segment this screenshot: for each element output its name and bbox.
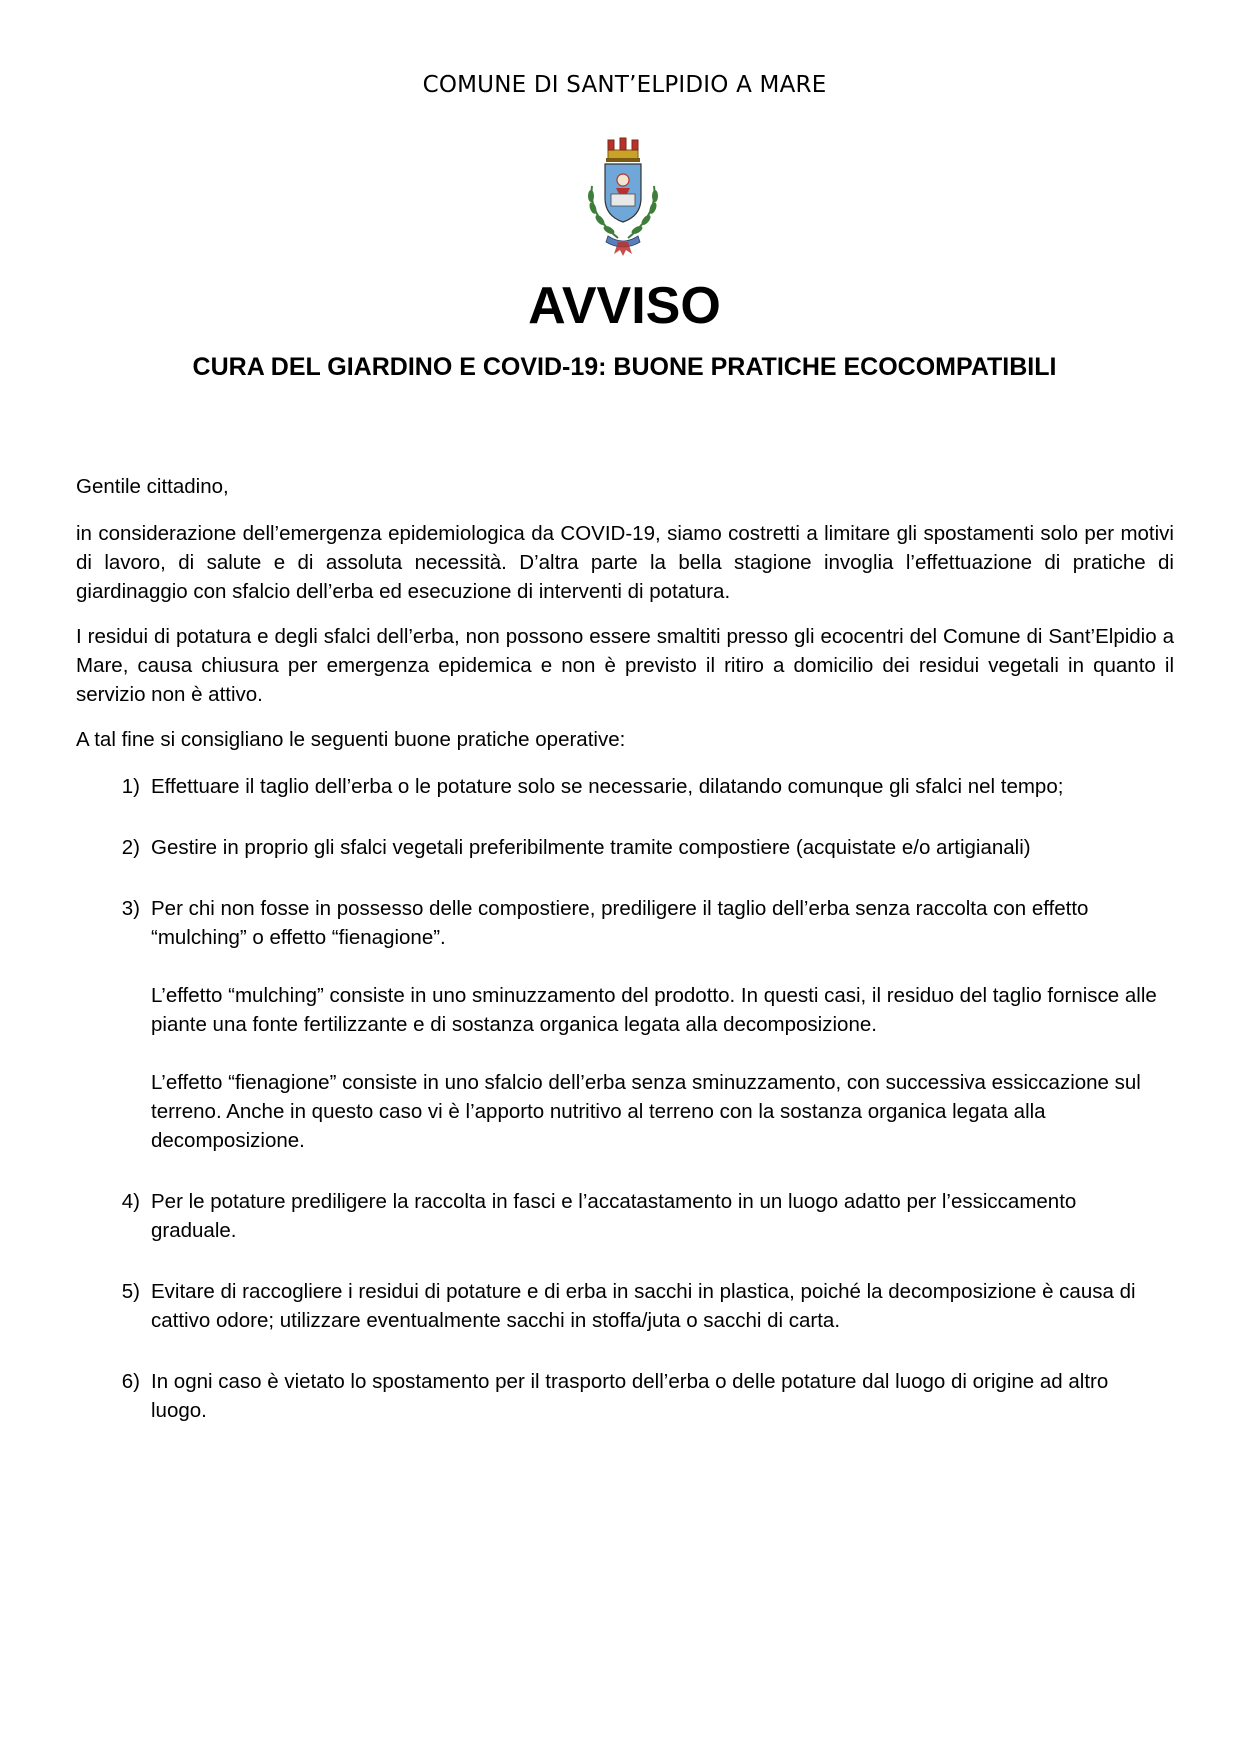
notice-subtitle: CURA DEL GIARDINO E COVID-19: BUONE PRATICHE ECOCOMPATIBILI	[192, 353, 1057, 381]
list-item-number: 2)	[121, 836, 140, 859]
list-item	[76, 1367, 1174, 1425]
list-item-text: In ogni caso è vietato lo spostamento per il trasporto dell’erba o delle potature dal luogo di origine ad altro luogo.	[151, 1370, 1109, 1422]
list-item-number: 3)	[121, 897, 140, 920]
list-item-number: 6)	[121, 1370, 140, 1393]
list-item	[76, 894, 1174, 1155]
list-item-text: Evitare di raccogliere i residui di potature e di erba in sacchi in plastica, poiché la decomposizione è causa di cattivo odore; utilizzare eventualmente sacchi in stoffa/juta o sacchi di carta.	[151, 1280, 1136, 1332]
list-item-text: Per le potature prediligere la raccolta in fasci e l’accatastamento in un luogo adatto per l’essiccamento graduale.	[151, 1190, 1077, 1242]
list-item-number: 4)	[121, 1190, 140, 1213]
list-item	[76, 1187, 1174, 1245]
practices-list	[76, 772, 1174, 1425]
notice-body	[76, 472, 1174, 1457]
paragraph-emergency: in considerazione dell’emergenza epidemiologica da COVID-19, siamo costretti a limitare gli spostamenti solo per motivi di lavoro, di salute e di assoluta necessità. D’altra parte la bella stagione invoglia l’effettuazione di pratiche di giardinaggio con sfalcio dell’erba ed esecuzione di interventi di potatura.	[76, 522, 1174, 603]
list-item	[76, 833, 1174, 862]
list-item	[76, 772, 1174, 801]
list-item-number: 1)	[121, 775, 140, 798]
greeting: Gentile cittadino,	[76, 475, 229, 498]
paragraph-residues: I residui di potatura e degli sfalci dell’erba, non possono essere smaltiti presso gli ecocentri del Comune di Sant’Elpidio a Mare, causa chiusura per emergenza epidemica e non è previsto il ritiro a domicilio dei residui vegetali in quanto il servizio non è attivo.	[76, 625, 1174, 706]
mulching-explanation: L’effetto “mulching” consiste in uno sminuzzamento del prodotto. In questi casi, il residuo del taglio fornisce alle piante una fonte fertilizzante e di sostanza organica legata alla decomposizione.	[151, 984, 1157, 1036]
list-item-text: Gestire in proprio gli sfalci vegetali preferibilmente tramite compostiere (acquistate e/o artigianali)	[151, 836, 1031, 859]
municipality-name: COMUNE DI SANT’ELPIDIO A MARE	[422, 72, 827, 98]
list-item-text: Effettuare il taglio dell’erba o le potature solo se necessarie, dilatando comunque gli sfalci nel tempo;	[151, 775, 1064, 798]
list-item	[76, 1277, 1174, 1335]
notice-title: AVVISO	[528, 277, 721, 335]
list-item-number: 5)	[121, 1280, 140, 1303]
fienagione-explanation: L’effetto “fienagione” consiste in uno sfalcio dell’erba senza sminuzzamento, con successiva essiccazione sul terreno. Anche in questo caso vi è l’apporto nutritivo al terreno con la sostanza organica legata alla decomposizione.	[151, 1071, 1141, 1152]
practices-intro: A tal fine si consigliano le seguenti buone pratiche operative:	[76, 728, 626, 751]
list-item-text: Per chi non fosse in possesso delle compostiere, prediligere il taglio dell’erba senza raccolta con effetto “mulching” o effetto “fienagione”.	[151, 897, 1089, 949]
municipal-crest-icon	[578, 136, 668, 260]
